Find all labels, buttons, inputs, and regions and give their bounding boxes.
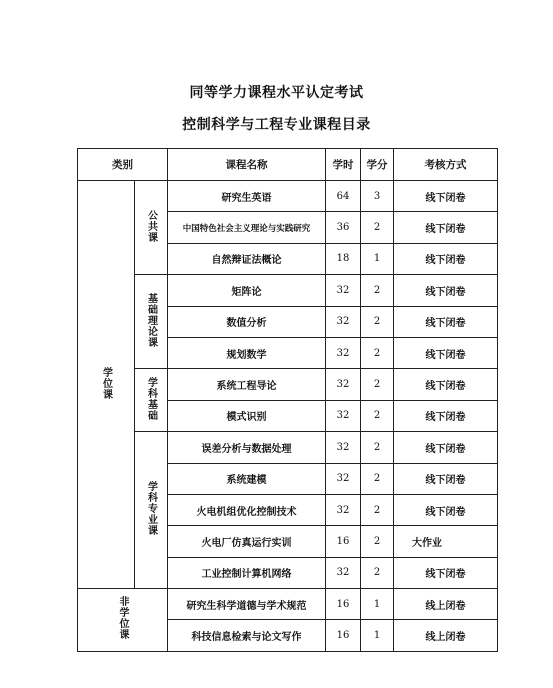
course-name: 模式识别 <box>168 400 326 431</box>
course-hours: 32 <box>326 463 361 494</box>
course-name: 系统建模 <box>168 463 326 494</box>
table-row <box>78 369 498 400</box>
course-assessment: 线下闭卷 <box>394 400 498 431</box>
course-hours: 16 <box>326 526 361 557</box>
course-name: 科技信息检索与论文写作 <box>168 620 326 651</box>
course-name: 研究生英语 <box>168 181 326 212</box>
subcategory-basic-theory: 基础理论课 <box>135 275 168 369</box>
course-assessment: 线下闭卷 <box>394 306 498 337</box>
course-name: 规划数学 <box>168 337 326 368</box>
course-hours: 32 <box>326 400 361 431</box>
course-credits: 2 <box>361 275 394 306</box>
course-hours: 32 <box>326 557 361 588</box>
course-hours: 32 <box>326 494 361 525</box>
course-assessment: 线下闭卷 <box>394 463 498 494</box>
subcategory-public: 公共课 <box>135 181 168 275</box>
page-subtitle: 控制科学与工程专业课程目录 <box>182 117 371 133</box>
table-row <box>78 181 498 212</box>
course-assessment: 大作业 <box>394 526 498 557</box>
course-assessment: 线下闭卷 <box>394 337 498 368</box>
course-hours: 18 <box>326 243 361 274</box>
course-credits: 1 <box>361 620 394 651</box>
course-credits: 2 <box>361 369 394 400</box>
course-hours: 32 <box>326 275 361 306</box>
course-name: 工业控制计算机网络 <box>168 557 326 588</box>
course-name: 数值分析 <box>168 306 326 337</box>
table-row <box>78 589 498 620</box>
course-hours: 32 <box>326 432 361 463</box>
course-hours: 32 <box>326 306 361 337</box>
course-assessment: 线下闭卷 <box>394 369 498 400</box>
course-hours: 16 <box>326 589 361 620</box>
course-assessment: 线上闭卷 <box>394 589 498 620</box>
course-credits: 2 <box>361 432 394 463</box>
header-assessment: 考核方式 <box>394 149 498 181</box>
course-name: 自然辩证法概论 <box>168 243 326 274</box>
course-hours: 32 <box>326 369 361 400</box>
course-name: 研究生科学道德与学术规范 <box>168 589 326 620</box>
course-credits: 2 <box>361 526 394 557</box>
course-credits: 1 <box>361 589 394 620</box>
course-assessment: 线下闭卷 <box>394 275 498 306</box>
course-credits: 3 <box>361 181 394 212</box>
course-hours: 16 <box>326 620 361 651</box>
course-name: 火电机组优化控制技术 <box>168 494 326 525</box>
course-assessment: 线下闭卷 <box>394 243 498 274</box>
course-hours: 36 <box>326 212 361 243</box>
table-row <box>78 275 498 306</box>
course-name: 误差分析与数据处理 <box>168 432 326 463</box>
course-assessment: 线上闭卷 <box>394 620 498 651</box>
category-non-degree: 非学位课 <box>78 589 168 652</box>
course-credits: 2 <box>361 557 394 588</box>
course-hours: 32 <box>326 337 361 368</box>
course-assessment: 线下闭卷 <box>394 494 498 525</box>
header-hours: 学时 <box>326 149 361 181</box>
course-name: 系统工程导论 <box>168 369 326 400</box>
course-assessment: 线下闭卷 <box>394 432 498 463</box>
course-credits: 2 <box>361 337 394 368</box>
subcategory-discipline-major: 学科专业课 <box>135 432 168 589</box>
course-name: 矩阵论 <box>168 275 326 306</box>
course-name: 火电厂仿真运行实训 <box>168 526 326 557</box>
course-name: 中国特色社会主义理论与实践研究 <box>168 212 326 243</box>
course-hours: 64 <box>326 181 361 212</box>
course-credits: 2 <box>361 306 394 337</box>
page-title: 同等学力课程水平认定考试 <box>189 85 364 101</box>
category-degree: 学位课 <box>78 181 135 589</box>
table-header-row <box>78 149 498 181</box>
subcategory-discipline-basic: 学科基础 <box>135 369 168 432</box>
course-credits: 2 <box>361 400 394 431</box>
course-credits: 2 <box>361 494 394 525</box>
header-credits: 学分 <box>361 149 394 181</box>
course-assessment: 线下闭卷 <box>394 212 498 243</box>
course-assessment: 线下闭卷 <box>394 181 498 212</box>
course-credits: 2 <box>361 212 394 243</box>
table-row <box>78 432 498 463</box>
course-credits: 2 <box>361 463 394 494</box>
header-course-name: 课程名称 <box>168 149 326 181</box>
header-category: 类别 <box>78 149 168 181</box>
course-table <box>77 148 498 652</box>
course-credits: 1 <box>361 243 394 274</box>
course-assessment: 线下闭卷 <box>394 557 498 588</box>
